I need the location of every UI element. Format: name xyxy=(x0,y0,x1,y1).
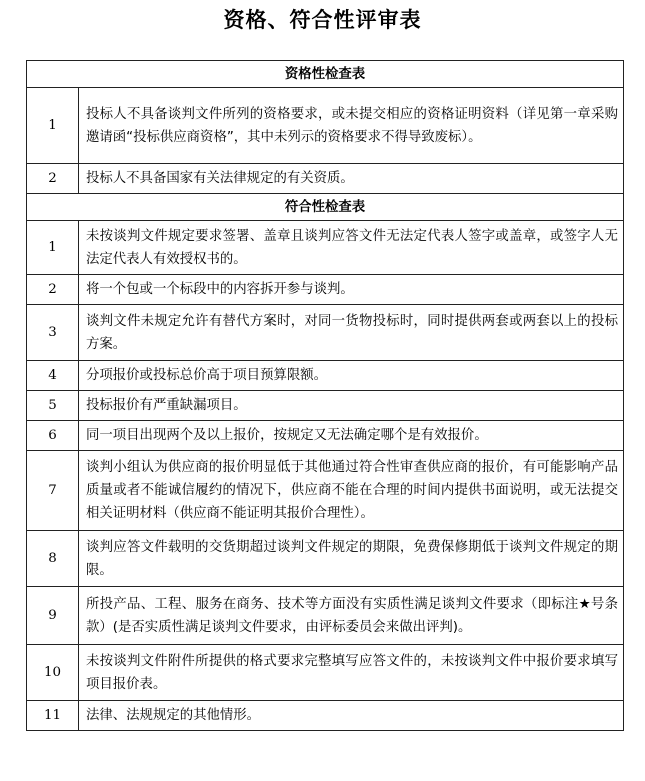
row-text: 所投产品、工程、服务在商务、技术等方面没有实质性满足谈判文件要求（即标注★号条款）(是否实质性满足谈判文件要求，由评标委员会来做出评判)。 xyxy=(79,587,624,645)
table-row xyxy=(27,451,624,531)
row-text: 同一项目出现两个及以上报价，按规定又无法确定哪个是有效报价。 xyxy=(79,421,624,451)
row-text: 投标人不具备国家有关法律规定的有关资质。 xyxy=(79,164,624,194)
row-text: 分项报价或投标总价高于项目预算限额。 xyxy=(79,361,624,391)
row-number: 2 xyxy=(27,275,79,305)
row-number: 5 xyxy=(27,391,79,421)
section-header-row xyxy=(27,194,624,221)
row-text: 谈判应答文件载明的交货期超过谈判文件规定的期限，免费保修期低于谈判文件规定的期限。 xyxy=(79,531,624,587)
row-number: 10 xyxy=(27,645,79,701)
section-header-row xyxy=(27,61,624,88)
row-text: 将一个包或一个标段中的内容拆开参与谈判。 xyxy=(79,275,624,305)
row-number: 2 xyxy=(27,164,79,194)
row-text: 投标人不具备谈判文件所列的资格要求，或未提交相应的资格证明资料（详见第一章采购邀请函“投标供应商资格”，其中未列示的资格要求不得导致废标）。 xyxy=(79,88,624,164)
row-number: 1 xyxy=(27,88,79,164)
section-header-conformity: 符合性检查表 xyxy=(27,194,624,221)
table-row xyxy=(27,587,624,645)
table-row xyxy=(27,164,624,194)
table-row xyxy=(27,531,624,587)
page-title: 资格、符合性评审表 xyxy=(223,8,422,32)
section-header-qualification: 资格性检查表 xyxy=(27,61,624,88)
row-number: 1 xyxy=(27,221,79,275)
table-row xyxy=(27,391,624,421)
review-table xyxy=(26,60,624,731)
table-row xyxy=(27,361,624,391)
table-row xyxy=(27,275,624,305)
table-row xyxy=(27,305,624,361)
table-row xyxy=(27,645,624,701)
row-text: 未按谈判文件附件所提供的格式要求完整填写应答文件的，未按谈判文件中报价要求填写项目报价表。 xyxy=(79,645,624,701)
table-row xyxy=(27,421,624,451)
row-number: 4 xyxy=(27,361,79,391)
row-number: 8 xyxy=(27,531,79,587)
row-text: 投标报价有严重缺漏项目。 xyxy=(79,391,624,421)
row-text: 谈判文件未规定允许有替代方案时，对同一货物投标时，同时提供两套或两套以上的投标方案。 xyxy=(79,305,624,361)
table-row xyxy=(27,701,624,731)
row-number: 6 xyxy=(27,421,79,451)
row-text: 未按谈判文件规定要求签署、盖章且谈判应答文件无法定代表人签字或盖章，或签字人无法定代表人有效授权书的。 xyxy=(79,221,624,275)
row-number: 11 xyxy=(27,701,79,731)
row-text: 谈判小组认为供应商的报价明显低于其他通过符合性审查供应商的报价，有可能影响产品质量或者不能诚信履约的情况下，供应商不能在合理的时间内提供书面说明，或无法提交相关证明材料（供应商不能证明其报价合理性）。 xyxy=(79,451,624,531)
row-number: 3 xyxy=(27,305,79,361)
table-row xyxy=(27,88,624,164)
row-text: 法律、法规规定的其他情形。 xyxy=(79,701,624,731)
row-number: 7 xyxy=(27,451,79,531)
table-row xyxy=(27,221,624,275)
row-number: 9 xyxy=(27,587,79,645)
